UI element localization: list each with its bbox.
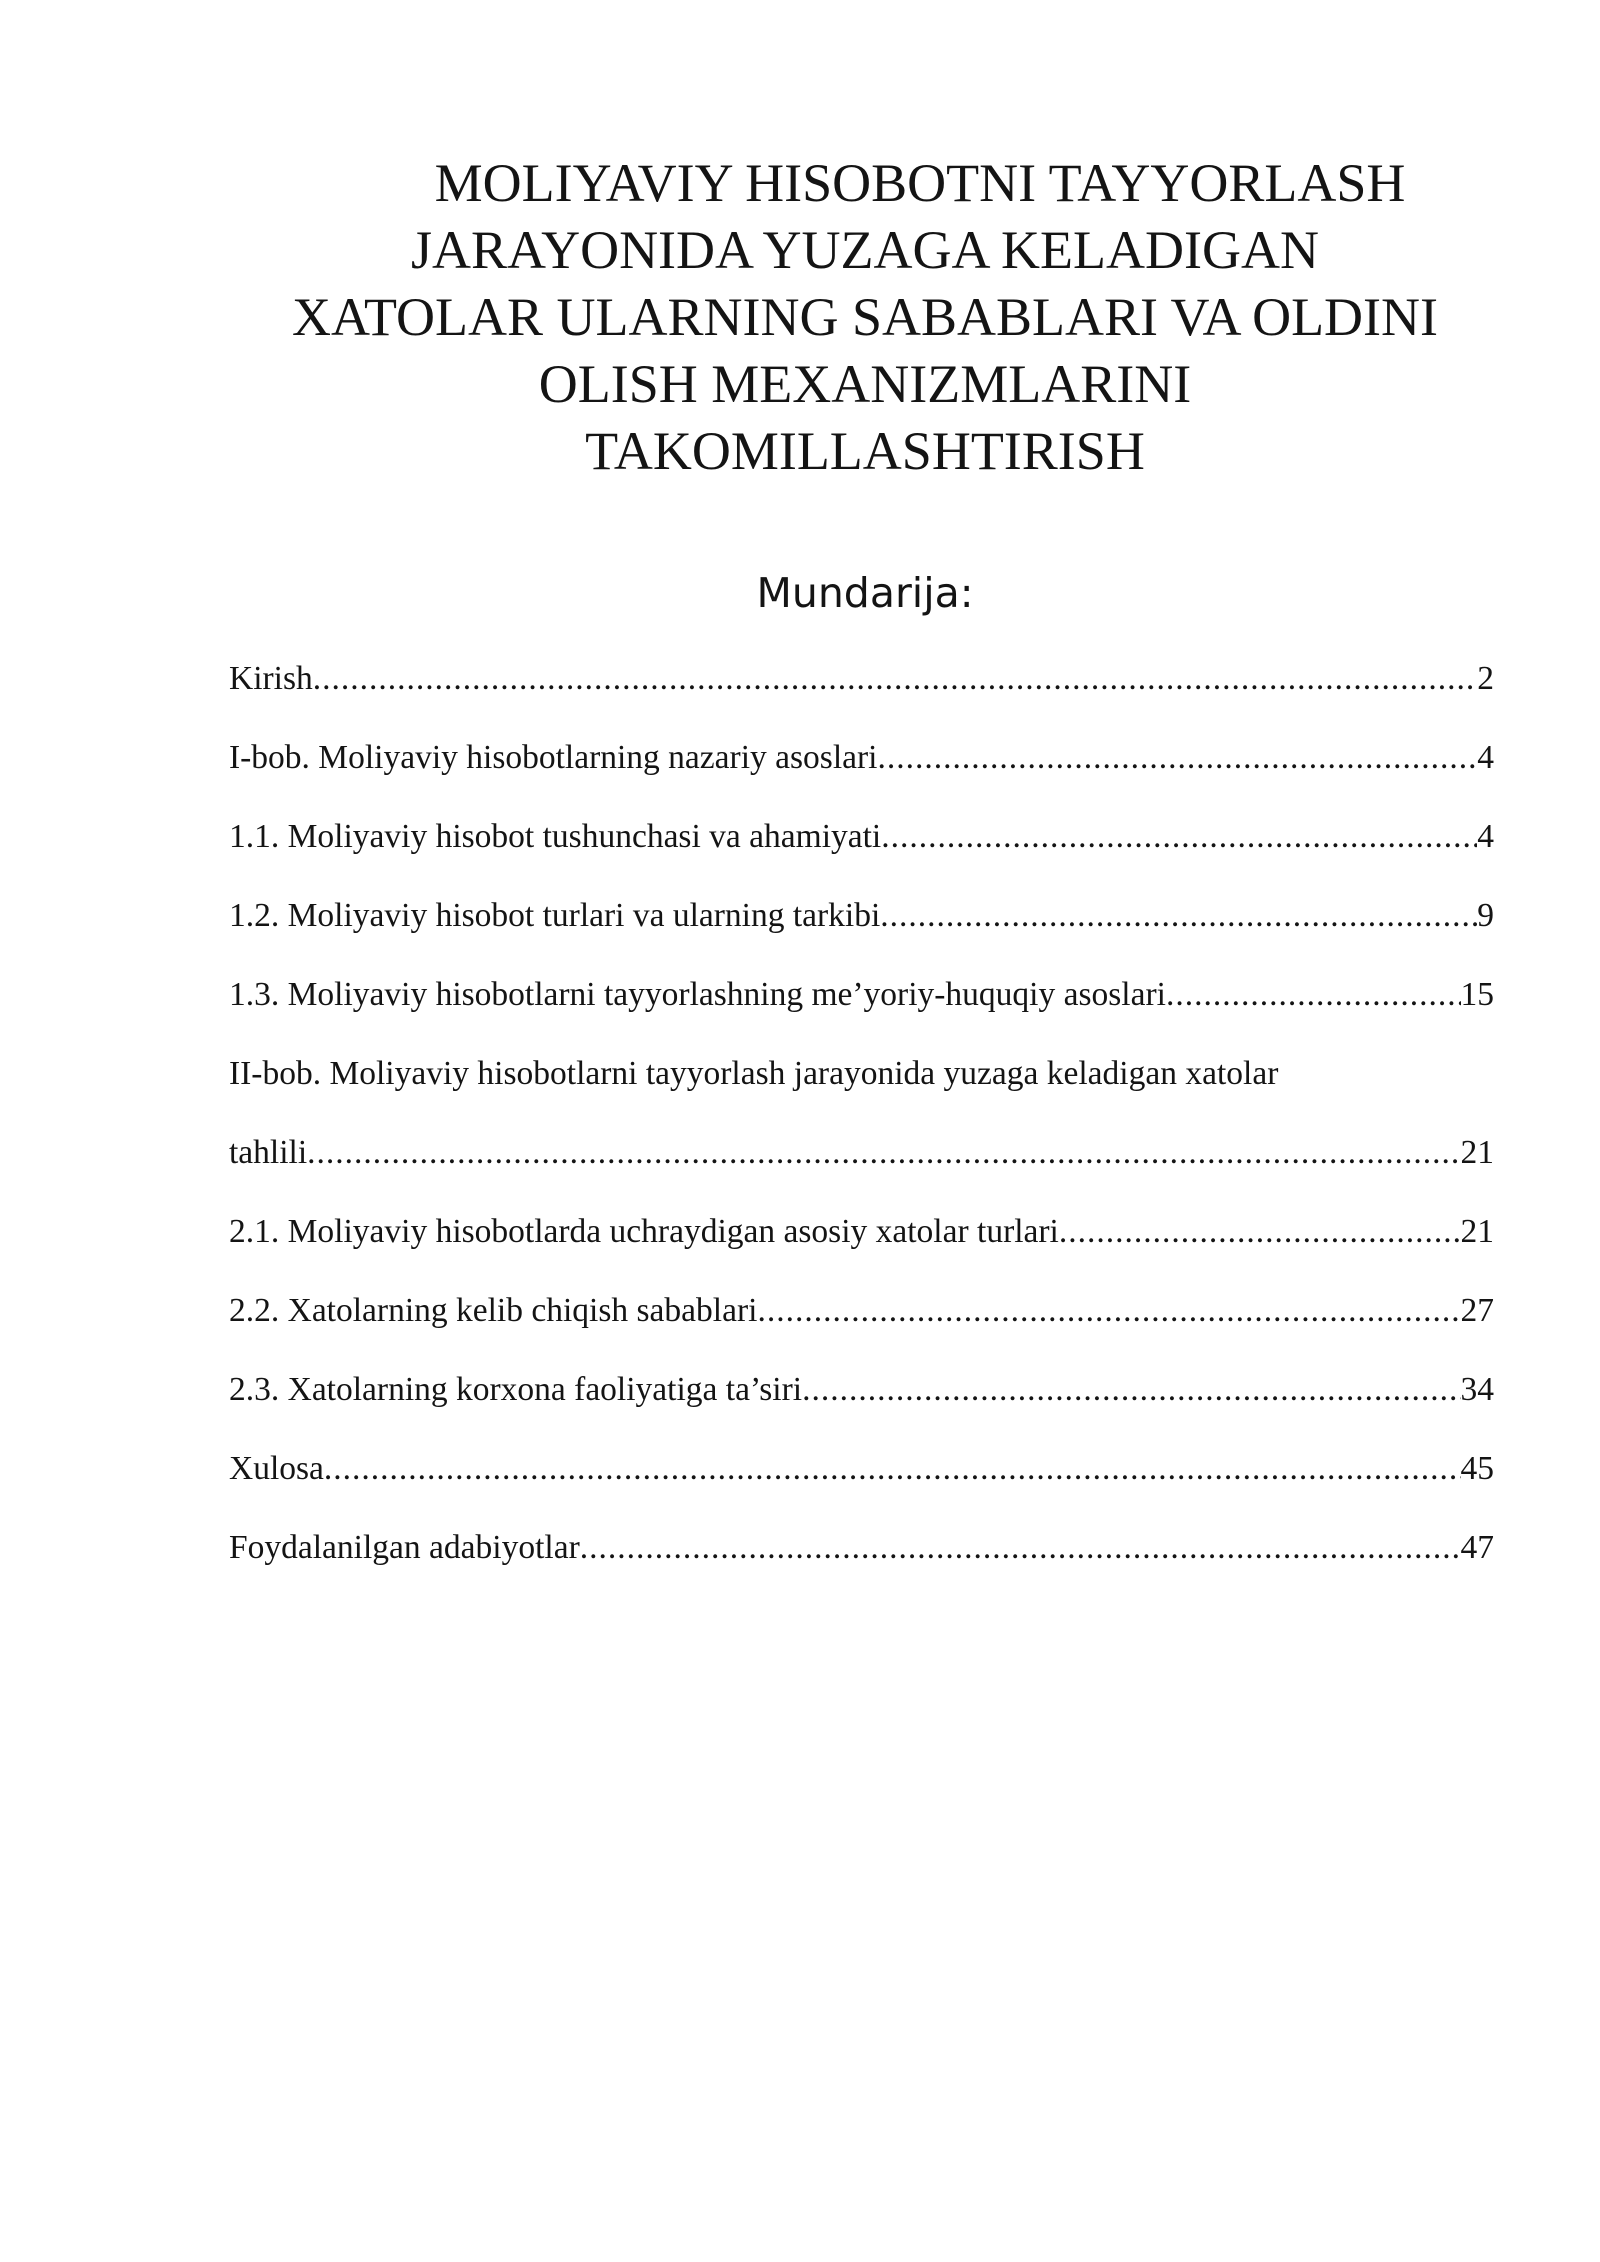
toc-dot-leader <box>580 1520 1461 1576</box>
toc-entry-title: 1.2. Moliyaviy hisobot turlari va ularning tarkibi <box>229 897 881 934</box>
toc-page-number: 9 <box>1477 897 1494 934</box>
toc-page-number: 4 <box>1477 818 1494 855</box>
toc-entry-title: 2.3. Xatolarning korxona faoliyatiga ta’siri <box>229 1371 803 1408</box>
toc-dot-leader <box>1166 967 1461 1023</box>
toc-entry-title: 1.3. Moliyaviy hisobotlarni tayyorlashning me’yoriy-huquqiy asoslari <box>229 976 1166 1013</box>
toc-dot-leader <box>307 1125 1460 1181</box>
toc-page-number: 45 <box>1460 1450 1494 1487</box>
toc-entry-title: Xulosa <box>229 1450 324 1487</box>
toc-entry-title: 2.1. Moliyaviy hisobotlarda uchraydigan asosiy xatolar turlari <box>229 1213 1059 1250</box>
toc-dot-leader <box>1059 1204 1461 1260</box>
toc-dot-leader <box>313 651 1478 707</box>
title-line: JARAYONIDA YUZAGA KELADIGAN <box>411 220 1319 280</box>
document-title <box>200 150 1530 485</box>
toc-page-number: 21 <box>1460 1134 1494 1171</box>
toc-entry-chapter-2 <box>229 1046 1494 1204</box>
toc-entry-title: II-bob. Moliyaviy hisobotlarni tayyorlash jarayonida yuzaga keladigan xatolar <box>229 1055 1279 1092</box>
toc-entry-section-1-3 <box>229 967 1494 1046</box>
toc-page-number: 47 <box>1460 1529 1494 1566</box>
title-line: XATOLAR ULARNING SABABLARI VA OLDINI <box>291 287 1439 347</box>
toc-dot-leader <box>324 1441 1461 1497</box>
toc-entry-title: 2.2. Xatolarning kelib chiqish sabablari <box>229 1292 758 1329</box>
toc-dot-leader <box>802 1362 1460 1418</box>
toc-page-number: 27 <box>1460 1292 1494 1329</box>
toc-entry-title: 1.1. Moliyaviy hisobot tushunchasi va ahamiyati <box>229 818 882 855</box>
toc-entry-title-continued: tahlili <box>229 1134 308 1171</box>
toc-entry-section-2-1 <box>229 1204 1494 1283</box>
toc-entry-title: I-bob. Moliyaviy hisobotlarning nazariy asoslari <box>229 739 878 776</box>
toc-dot-leader <box>757 1283 1460 1339</box>
toc-entry-section-2-2 <box>229 1283 1494 1362</box>
toc-dot-leader <box>880 888 1477 944</box>
title-line: OLISH MEXANIZMLARINI <box>538 354 1192 414</box>
toc-page-number: 4 <box>1477 739 1494 776</box>
title-line: TAKOMILLASHTIRISH <box>585 421 1145 481</box>
table-of-contents <box>229 651 1494 1599</box>
toc-page-number: 21 <box>1460 1213 1494 1250</box>
toc-entry-chapter-1 <box>229 730 1494 809</box>
toc-entry-kirish <box>229 651 1494 730</box>
toc-entry-continuation <box>229 1125 1494 1181</box>
toc-entry-xulosa <box>229 1441 1494 1520</box>
toc-entry-title: Kirish <box>229 660 313 697</box>
toc-heading: Mundarija: <box>756 569 974 617</box>
toc-dot-leader <box>881 809 1477 865</box>
toc-entry-section-1-1 <box>229 809 1494 888</box>
toc-page-number: 15 <box>1460 976 1494 1013</box>
toc-page-number: 34 <box>1460 1371 1494 1408</box>
title-line: MOLIYAVIY HISOBOTNI TAYYORLASH <box>434 153 1406 213</box>
toc-entry-section-1-2 <box>229 888 1494 967</box>
toc-dot-leader <box>877 730 1477 786</box>
toc-entry-section-2-3 <box>229 1362 1494 1441</box>
toc-page-number: 2 <box>1477 660 1494 697</box>
toc-entry-references <box>229 1520 1494 1599</box>
toc-entry-title: Foydalanilgan adabiyotlar <box>229 1529 580 1566</box>
